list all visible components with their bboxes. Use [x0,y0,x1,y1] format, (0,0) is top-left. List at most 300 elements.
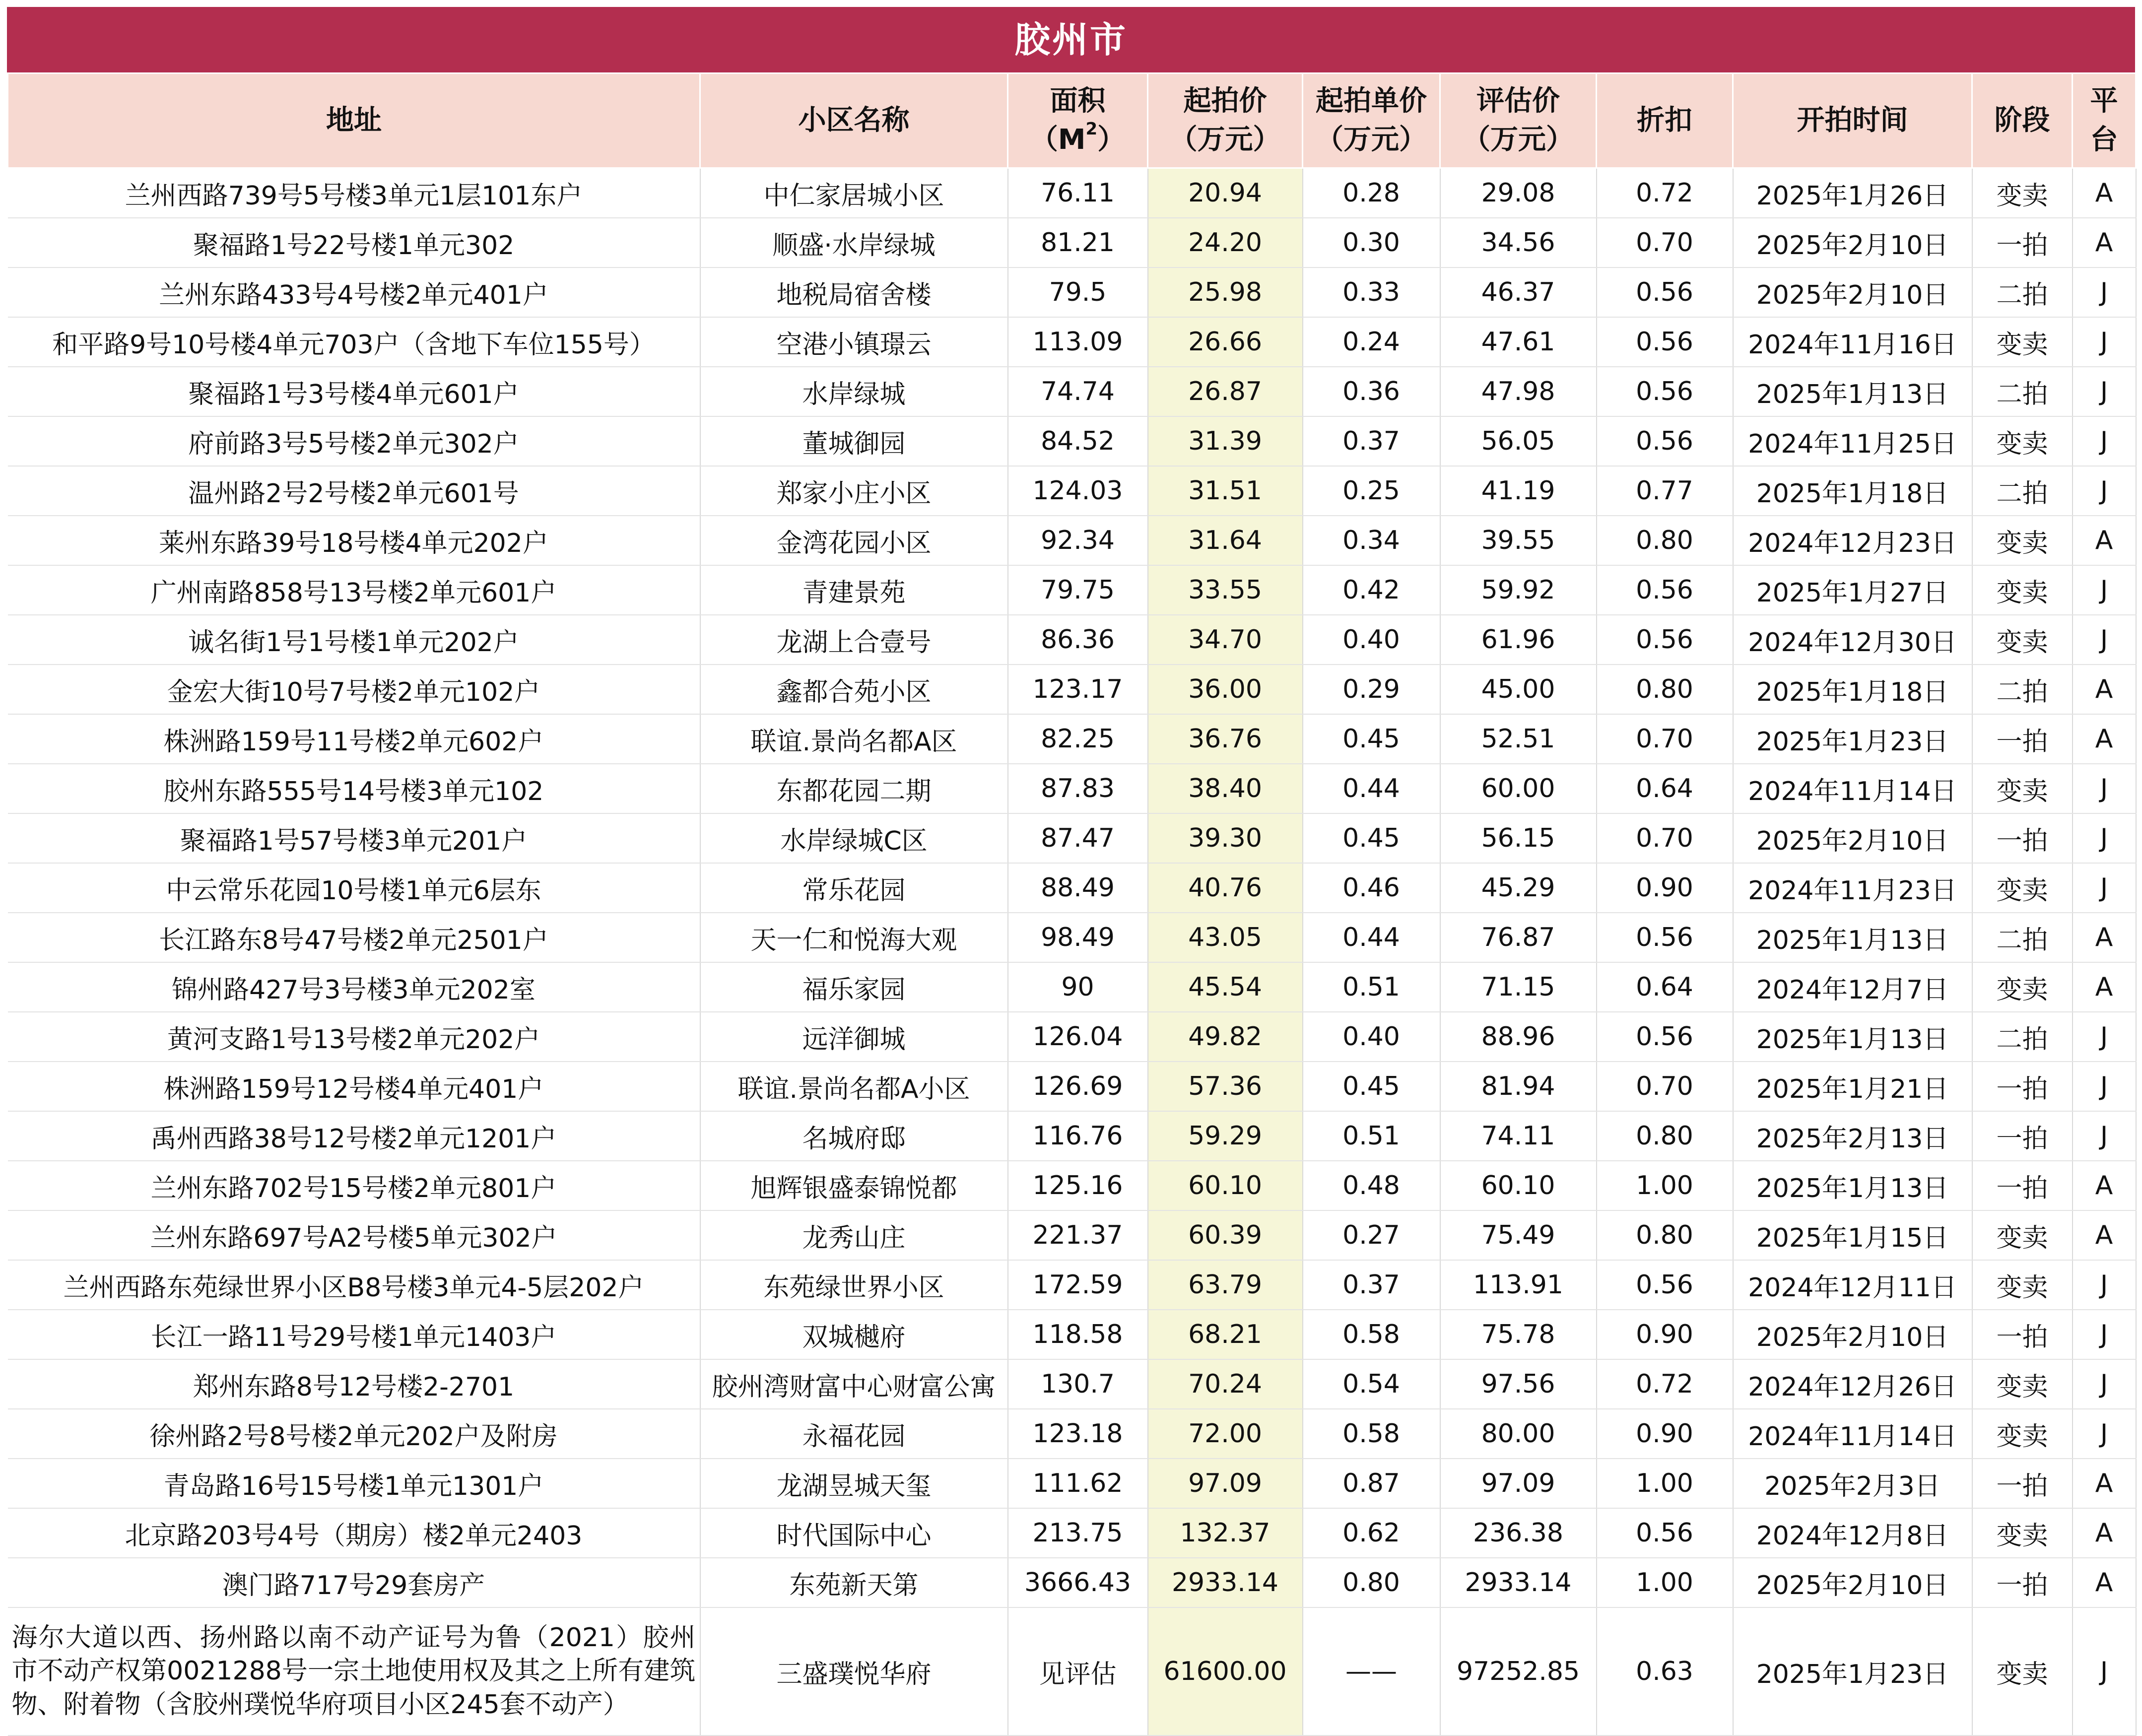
community-cell[interactable]: 龙湖昱城天玺 [700,1459,1008,1508]
stage-cell[interactable]: 一拍 [1972,1558,2073,1607]
community-cell[interactable]: 鑫都合苑小区 [700,665,1008,714]
discount-cell[interactable]: 1.00 [1597,1161,1733,1210]
auction-time-cell[interactable]: 2024年12月11日 [1733,1260,1972,1310]
platform-cell[interactable]: J [2073,1062,2136,1111]
platform-cell[interactable]: J [2073,267,2136,317]
start-price-cell[interactable]: 2933.14 [1148,1558,1303,1607]
unit-price-cell[interactable]: 0.44 [1303,913,1440,962]
platform-cell[interactable]: J [2073,1607,2136,1736]
auction-time-cell[interactable]: 2024年11月23日 [1733,863,1972,913]
stage-cell[interactable]: 变卖 [1972,565,2073,615]
community-cell[interactable]: 郑家小庄小区 [700,466,1008,516]
appraised-cell[interactable]: 56.05 [1440,416,1597,466]
start-price-cell[interactable]: 31.64 [1148,516,1303,565]
platform-cell[interactable]: J [2073,1012,2136,1062]
appraised-cell[interactable]: 60.10 [1440,1161,1597,1210]
community-cell[interactable]: 常乐花园 [700,863,1008,913]
appraised-cell[interactable]: 113.91 [1440,1260,1597,1310]
community-cell[interactable]: 顺盛·水岸绿城 [700,218,1008,267]
discount-cell[interactable]: 0.70 [1597,1062,1733,1111]
stage-cell[interactable]: 变卖 [1972,1359,2073,1409]
auction-time-cell[interactable]: 2025年2月10日 [1733,1558,1972,1607]
header-appraised[interactable] [1440,73,1597,168]
unit-price-cell[interactable]: 0.36 [1303,367,1440,416]
stage-cell[interactable]: 一拍 [1972,1062,2073,1111]
start-price-cell[interactable]: 20.94 [1148,168,1303,218]
start-price-cell[interactable]: 31.39 [1148,416,1303,466]
platform-cell[interactable]: J [2073,615,2136,665]
area-cell[interactable]: 111.62 [1008,1459,1148,1508]
address-cell[interactable]: 兰州东路433号4号楼2单元401户 [8,267,700,317]
unit-price-cell[interactable]: 0.25 [1303,466,1440,516]
address-cell[interactable]: 徐州路2号8号楼2单元202户及附房 [8,1409,700,1459]
appraised-cell[interactable]: 88.96 [1440,1012,1597,1062]
unit-price-cell[interactable]: 0.28 [1303,168,1440,218]
stage-cell[interactable]: 变卖 [1972,1260,2073,1310]
start-price-cell[interactable]: 60.10 [1148,1161,1303,1210]
unit-price-cell[interactable]: 0.37 [1303,1260,1440,1310]
stage-cell[interactable]: 变卖 [1972,1508,2073,1558]
community-cell[interactable]: 东苑新天第 [700,1558,1008,1607]
area-cell[interactable]: 130.7 [1008,1359,1148,1409]
discount-cell[interactable]: 0.56 [1597,1012,1733,1062]
auction-time-cell[interactable]: 2024年12月30日 [1733,615,1972,665]
header-discount[interactable]: 折扣 [1597,73,1733,168]
start-price-cell[interactable]: 25.98 [1148,267,1303,317]
auction-time-cell[interactable]: 2025年2月10日 [1733,1310,1972,1359]
area-cell[interactable]: 82.25 [1008,714,1148,764]
community-cell[interactable]: 金湾花园小区 [700,516,1008,565]
community-cell[interactable]: 东苑绿世界小区 [700,1260,1008,1310]
unit-price-cell[interactable]: 0.45 [1303,714,1440,764]
auction-time-cell[interactable]: 2025年2月13日 [1733,1111,1972,1161]
appraised-cell[interactable]: 75.49 [1440,1210,1597,1260]
stage-cell[interactable]: 变卖 [1972,1210,2073,1260]
stage-cell[interactable]: 二拍 [1972,1012,2073,1062]
platform-cell[interactable]: J [2073,813,2136,863]
start-price-cell[interactable]: 68.21 [1148,1310,1303,1359]
unit-price-cell[interactable]: 0.34 [1303,516,1440,565]
area-cell[interactable]: 90 [1008,962,1148,1012]
auction-time-cell[interactable]: 2024年12月23日 [1733,516,1972,565]
discount-cell[interactable]: 0.56 [1597,267,1733,317]
appraised-cell[interactable]: 236.38 [1440,1508,1597,1558]
start-price-cell[interactable]: 70.24 [1148,1359,1303,1409]
platform-cell[interactable]: A [2073,665,2136,714]
start-price-cell[interactable]: 43.05 [1148,913,1303,962]
auction-time-cell[interactable]: 2025年1月26日 [1733,168,1972,218]
auction-time-cell[interactable]: 2025年1月23日 [1733,714,1972,764]
start-price-cell[interactable]: 31.51 [1148,466,1303,516]
unit-price-cell[interactable]: 0.44 [1303,764,1440,813]
auction-time-cell[interactable]: 2025年2月3日 [1733,1459,1972,1508]
area-cell[interactable]: 81.21 [1008,218,1148,267]
appraised-cell[interactable]: 74.11 [1440,1111,1597,1161]
appraised-cell[interactable]: 60.00 [1440,764,1597,813]
discount-cell[interactable]: 1.00 [1597,1459,1733,1508]
appraised-cell[interactable]: 81.94 [1440,1062,1597,1111]
area-cell[interactable]: 125.16 [1008,1161,1148,1210]
area-cell[interactable]: 87.83 [1008,764,1148,813]
address-cell[interactable]: 府前路3号5号楼2单元302户 [8,416,700,466]
unit-price-cell[interactable]: 0.40 [1303,615,1440,665]
platform-cell[interactable]: A [2073,962,2136,1012]
address-cell[interactable]: 广州南路858号13号楼2单元601户 [8,565,700,615]
appraised-cell[interactable]: 61.96 [1440,615,1597,665]
platform-cell[interactable]: J [2073,1260,2136,1310]
platform-cell[interactable]: J [2073,863,2136,913]
community-cell[interactable]: 中仁家居城小区 [700,168,1008,218]
unit-price-cell[interactable]: 0.42 [1303,565,1440,615]
start-price-cell[interactable]: 45.54 [1148,962,1303,1012]
unit-price-cell[interactable]: 0.45 [1303,1062,1440,1111]
auction-time-cell[interactable]: 2024年12月7日 [1733,962,1972,1012]
stage-cell[interactable]: 变卖 [1972,615,2073,665]
discount-cell[interactable]: 0.56 [1597,565,1733,615]
unit-price-cell[interactable]: 0.30 [1303,218,1440,267]
unit-price-cell[interactable]: 0.62 [1303,1508,1440,1558]
appraised-cell[interactable]: 45.29 [1440,863,1597,913]
stage-cell[interactable]: 二拍 [1972,913,2073,962]
stage-cell[interactable]: 二拍 [1972,665,2073,714]
start-price-cell[interactable]: 59.29 [1148,1111,1303,1161]
address-cell[interactable]: 兰州西路东苑绿世界小区B8号楼3单元4-5层202户 [8,1260,700,1310]
area-cell[interactable]: 98.49 [1008,913,1148,962]
stage-cell[interactable]: 一拍 [1972,1161,2073,1210]
platform-cell[interactable]: A [2073,1459,2136,1508]
community-cell[interactable]: 旭辉银盛泰锦悦都 [700,1161,1008,1210]
unit-price-cell[interactable]: 0.48 [1303,1161,1440,1210]
header-start-price[interactable] [1148,73,1303,168]
start-price-cell[interactable]: 40.76 [1148,863,1303,913]
address-cell[interactable]: 莱州东路39号18号楼4单元202户 [8,516,700,565]
unit-price-cell[interactable]: 0.40 [1303,1012,1440,1062]
header-area[interactable] [1008,73,1148,168]
stage-cell[interactable]: 变卖 [1972,1607,2073,1736]
platform-cell[interactable]: J [2073,565,2136,615]
area-cell[interactable]: 118.58 [1008,1310,1148,1359]
address-cell[interactable]: 聚福路1号57号楼3单元201户 [8,813,700,863]
unit-price-cell[interactable]: 0.58 [1303,1409,1440,1459]
address-cell[interactable]: 诚名街1号1号楼1单元202户 [8,615,700,665]
community-cell[interactable]: 空港小镇璟云 [700,317,1008,367]
discount-cell[interactable]: 0.90 [1597,1310,1733,1359]
address-cell[interactable]: 温州路2号2号楼2单元601号 [8,466,700,516]
unit-price-cell[interactable]: 0.29 [1303,665,1440,714]
stage-cell[interactable]: 变卖 [1972,1409,2073,1459]
appraised-cell[interactable]: 47.98 [1440,367,1597,416]
discount-cell[interactable]: 0.90 [1597,1409,1733,1459]
address-cell[interactable]: 兰州东路697号A2号楼5单元302户 [8,1210,700,1260]
start-price-cell[interactable]: 38.40 [1148,764,1303,813]
community-cell[interactable]: 龙秀山庄 [700,1210,1008,1260]
platform-cell[interactable]: J [2073,466,2136,516]
area-cell[interactable]: 74.74 [1008,367,1148,416]
address-cell[interactable]: 长江路东8号47号楼2单元2501户 [8,913,700,962]
start-price-cell[interactable]: 57.36 [1148,1062,1303,1111]
start-price-cell[interactable]: 60.39 [1148,1210,1303,1260]
discount-cell[interactable]: 0.63 [1597,1607,1733,1736]
area-cell[interactable]: 79.75 [1008,565,1148,615]
auction-time-cell[interactable]: 2025年2月10日 [1733,813,1972,863]
unit-price-cell[interactable]: 0.87 [1303,1459,1440,1508]
start-price-cell[interactable]: 97.09 [1148,1459,1303,1508]
appraised-cell[interactable]: 41.19 [1440,466,1597,516]
appraised-cell[interactable]: 97252.85 [1440,1607,1597,1736]
address-cell[interactable]: 黄河支路1号13号楼2单元202户 [8,1012,700,1062]
community-cell[interactable]: 东都花园二期 [700,764,1008,813]
community-cell[interactable]: 青建景苑 [700,565,1008,615]
community-cell[interactable]: 水岸绿城C区 [700,813,1008,863]
address-cell[interactable]: 兰州东路702号15号楼2单元801户 [8,1161,700,1210]
area-cell[interactable]: 113.09 [1008,317,1148,367]
auction-time-cell[interactable]: 2025年2月10日 [1733,218,1972,267]
appraised-cell[interactable]: 59.92 [1440,565,1597,615]
platform-cell[interactable]: A [2073,714,2136,764]
unit-price-cell[interactable]: 0.54 [1303,1359,1440,1409]
platform-cell[interactable]: J [2073,317,2136,367]
community-cell[interactable]: 远洋御城 [700,1012,1008,1062]
discount-cell[interactable]: 0.70 [1597,218,1733,267]
auction-time-cell[interactable]: 2025年1月18日 [1733,665,1972,714]
area-cell[interactable]: 221.37 [1008,1210,1148,1260]
stage-cell[interactable]: 变卖 [1972,416,2073,466]
address-cell[interactable]: 锦州路427号3号楼3单元202室 [8,962,700,1012]
stage-cell[interactable]: 变卖 [1972,317,2073,367]
start-price-cell[interactable]: 63.79 [1148,1260,1303,1310]
appraised-cell[interactable]: 76.87 [1440,913,1597,962]
area-cell[interactable]: 84.52 [1008,416,1148,466]
appraised-cell[interactable]: 75.78 [1440,1310,1597,1359]
platform-cell[interactable]: A [2073,218,2136,267]
auction-time-cell[interactable]: 2025年1月21日 [1733,1062,1972,1111]
area-cell[interactable]: 86.36 [1008,615,1148,665]
auction-time-cell[interactable]: 2024年11月25日 [1733,416,1972,466]
address-cell[interactable]: 金宏大街10号7号楼2单元102户 [8,665,700,714]
auction-time-cell[interactable]: 2025年1月18日 [1733,466,1972,516]
unit-price-cell[interactable]: 0.33 [1303,267,1440,317]
auction-time-cell[interactable]: 2025年1月13日 [1733,913,1972,962]
address-cell[interactable]: 北京路203号4号（期房）楼2单元2403 [8,1508,700,1558]
platform-cell[interactable]: J [2073,367,2136,416]
platform-cell[interactable]: A [2073,1508,2136,1558]
appraised-cell[interactable]: 29.08 [1440,168,1597,218]
appraised-cell[interactable]: 97.56 [1440,1359,1597,1409]
start-price-cell[interactable]: 132.37 [1148,1508,1303,1558]
platform-cell[interactable]: A [2073,1558,2136,1607]
unit-price-cell[interactable]: 0.58 [1303,1310,1440,1359]
community-cell[interactable]: 时代国际中心 [700,1508,1008,1558]
stage-cell[interactable]: 一拍 [1972,714,2073,764]
area-cell[interactable]: 87.47 [1008,813,1148,863]
community-cell[interactable]: 地税局宿舍楼 [700,267,1008,317]
start-price-cell[interactable]: 39.30 [1148,813,1303,863]
platform-cell[interactable]: J [2073,416,2136,466]
platform-cell[interactable]: J [2073,764,2136,813]
discount-cell[interactable]: 0.70 [1597,714,1733,764]
address-cell[interactable]: 株洲路159号12号楼4单元401户 [8,1062,700,1111]
community-cell[interactable]: 三盛璞悦华府 [700,1607,1008,1736]
appraised-cell[interactable]: 52.51 [1440,714,1597,764]
stage-cell[interactable]: 一拍 [1972,1459,2073,1508]
address-cell[interactable]: 兰州西路739号5号楼3单元1层101东户 [8,168,700,218]
community-cell[interactable]: 胶州湾财富中心财富公寓 [700,1359,1008,1409]
unit-price-cell[interactable]: 0.27 [1303,1210,1440,1260]
area-cell[interactable]: 126.04 [1008,1012,1148,1062]
address-cell[interactable]: 中云常乐花园10号楼1单元6层东 [8,863,700,913]
unit-price-cell[interactable]: 0.37 [1303,416,1440,466]
unit-price-cell[interactable]: 0.46 [1303,863,1440,913]
platform-cell[interactable]: A [2073,913,2136,962]
platform-cell[interactable]: J [2073,1310,2136,1359]
auction-time-cell[interactable]: 2024年11月14日 [1733,764,1972,813]
platform-cell[interactable]: A [2073,516,2136,565]
address-cell[interactable]: 和平路9号10号楼4单元703户（含地下车位155号） [8,317,700,367]
area-cell[interactable]: 88.49 [1008,863,1148,913]
appraised-cell[interactable]: 56.15 [1440,813,1597,863]
platform-cell[interactable]: A [2073,1210,2136,1260]
start-price-cell[interactable]: 61600.00 [1148,1607,1303,1736]
discount-cell[interactable]: 0.56 [1597,367,1733,416]
auction-time-cell[interactable]: 2024年12月26日 [1733,1359,1972,1409]
stage-cell[interactable]: 二拍 [1972,267,2073,317]
discount-cell[interactable]: 0.70 [1597,813,1733,863]
unit-price-cell[interactable]: 0.24 [1303,317,1440,367]
address-cell[interactable]: 澳门路717号29套房产 [8,1558,700,1607]
area-cell[interactable]: 116.76 [1008,1111,1148,1161]
start-price-cell[interactable]: 34.70 [1148,615,1303,665]
stage-cell[interactable]: 变卖 [1972,962,2073,1012]
auction-time-cell[interactable]: 2025年1月23日 [1733,1607,1972,1736]
header-address[interactable]: 地址 [8,73,700,168]
discount-cell[interactable]: 0.56 [1597,913,1733,962]
stage-cell[interactable]: 一拍 [1972,813,2073,863]
address-cell[interactable]: 禹州西路38号12号楼2单元1201户 [8,1111,700,1161]
community-cell[interactable]: 永福花园 [700,1409,1008,1459]
discount-cell[interactable]: 0.56 [1597,416,1733,466]
area-cell[interactable]: 213.75 [1008,1508,1148,1558]
appraised-cell[interactable]: 34.56 [1440,218,1597,267]
community-cell[interactable]: 名城府邸 [700,1111,1008,1161]
auction-time-cell[interactable]: 2024年11月16日 [1733,317,1972,367]
discount-cell[interactable]: 0.56 [1597,1260,1733,1310]
address-cell[interactable]: 胶州东路555号14号楼3单元102 [8,764,700,813]
address-cell[interactable]: 郑州东路8号12号楼2-2701 [8,1359,700,1409]
area-cell[interactable]: 79.5 [1008,267,1148,317]
area-cell[interactable]: 76.11 [1008,168,1148,218]
platform-cell[interactable]: A [2073,1161,2136,1210]
area-cell[interactable]: 124.03 [1008,466,1148,516]
start-price-cell[interactable]: 72.00 [1148,1409,1303,1459]
stage-cell[interactable]: 变卖 [1972,863,2073,913]
start-price-cell[interactable]: 33.55 [1148,565,1303,615]
area-cell[interactable]: 见评估 [1008,1607,1148,1736]
header-auction-time[interactable]: 开拍时间 [1733,73,1972,168]
header-stage[interactable]: 阶段 [1972,73,2073,168]
unit-price-cell[interactable]: —— [1303,1607,1440,1736]
area-cell[interactable]: 126.69 [1008,1062,1148,1111]
discount-cell[interactable]: 0.64 [1597,962,1733,1012]
start-price-cell[interactable]: 36.00 [1148,665,1303,714]
community-cell[interactable]: 福乐家园 [700,962,1008,1012]
area-cell[interactable]: 3666.43 [1008,1558,1148,1607]
unit-price-cell[interactable]: 0.45 [1303,813,1440,863]
header-unit-price[interactable] [1303,73,1440,168]
platform-cell[interactable]: A [2073,168,2136,218]
address-cell[interactable]: 长江一路11号29号楼1单元1403户 [8,1310,700,1359]
community-cell[interactable]: 双城樾府 [700,1310,1008,1359]
community-cell[interactable]: 天一仁和悦海大观 [700,913,1008,962]
discount-cell[interactable]: 0.72 [1597,1359,1733,1409]
platform-cell[interactable]: J [2073,1111,2136,1161]
community-cell[interactable]: 龙湖上合壹号 [700,615,1008,665]
stage-cell[interactable]: 二拍 [1972,466,2073,516]
auction-time-cell[interactable]: 2025年1月27日 [1733,565,1972,615]
appraised-cell[interactable]: 39.55 [1440,516,1597,565]
appraised-cell[interactable]: 97.09 [1440,1459,1597,1508]
auction-time-cell[interactable]: 2024年11月14日 [1733,1409,1972,1459]
appraised-cell[interactable]: 71.15 [1440,962,1597,1012]
auction-time-cell[interactable]: 2025年1月13日 [1733,1161,1972,1210]
appraised-cell[interactable]: 47.61 [1440,317,1597,367]
discount-cell[interactable]: 0.80 [1597,665,1733,714]
header-platform[interactable] [2073,73,2136,168]
stage-cell[interactable]: 一拍 [1972,218,2073,267]
stage-cell[interactable]: 变卖 [1972,764,2073,813]
address-cell[interactable]: 聚福路1号22号楼1单元302 [8,218,700,267]
stage-cell[interactable]: 变卖 [1972,516,2073,565]
area-cell[interactable]: 123.18 [1008,1409,1148,1459]
area-cell[interactable]: 92.34 [1008,516,1148,565]
address-cell[interactable]: 聚福路1号3号楼4单元601户 [8,367,700,416]
area-cell[interactable]: 123.17 [1008,665,1148,714]
platform-cell[interactable]: J [2073,1409,2136,1459]
stage-cell[interactable]: 一拍 [1972,1310,2073,1359]
stage-cell[interactable]: 一拍 [1972,1111,2073,1161]
discount-cell[interactable]: 0.56 [1597,1508,1733,1558]
address-cell[interactable]: 海尔大道以西、扬州路以南不动产证号为鲁（2021）胶州市不动产权第0021288号一宗土地使用权及其之上所有建筑物、附着物（含胶州璞悦华府项目小区245套不动产） [8,1607,700,1736]
community-cell[interactable]: 联谊.景尚名都A小区 [700,1062,1008,1111]
discount-cell[interactable]: 0.80 [1597,516,1733,565]
unit-price-cell[interactable]: 0.51 [1303,962,1440,1012]
start-price-cell[interactable]: 24.20 [1148,218,1303,267]
discount-cell[interactable]: 0.56 [1597,317,1733,367]
discount-cell[interactable]: 0.80 [1597,1210,1733,1260]
auction-time-cell[interactable]: 2025年1月13日 [1733,1012,1972,1062]
discount-cell[interactable]: 0.90 [1597,863,1733,913]
community-cell[interactable]: 联谊.景尚名都A区 [700,714,1008,764]
appraised-cell[interactable]: 45.00 [1440,665,1597,714]
auction-time-cell[interactable]: 2025年1月13日 [1733,367,1972,416]
discount-cell[interactable]: 0.56 [1597,615,1733,665]
appraised-cell[interactable]: 46.37 [1440,267,1597,317]
appraised-cell[interactable]: 80.00 [1440,1409,1597,1459]
community-cell[interactable]: 水岸绿城 [700,367,1008,416]
discount-cell[interactable]: 0.77 [1597,466,1733,516]
stage-cell[interactable]: 变卖 [1972,168,2073,218]
auction-time-cell[interactable]: 2025年2月10日 [1733,267,1972,317]
start-price-cell[interactable]: 49.82 [1148,1012,1303,1062]
auction-time-cell[interactable]: 2024年12月8日 [1733,1508,1972,1558]
start-price-cell[interactable]: 26.66 [1148,317,1303,367]
header-community[interactable]: 小区名称 [700,73,1008,168]
address-cell[interactable]: 株洲路159号11号楼2单元602户 [8,714,700,764]
start-price-cell[interactable]: 36.76 [1148,714,1303,764]
stage-cell[interactable]: 二拍 [1972,367,2073,416]
discount-cell[interactable]: 0.64 [1597,764,1733,813]
discount-cell[interactable]: 1.00 [1597,1558,1733,1607]
area-cell[interactable]: 172.59 [1008,1260,1148,1310]
